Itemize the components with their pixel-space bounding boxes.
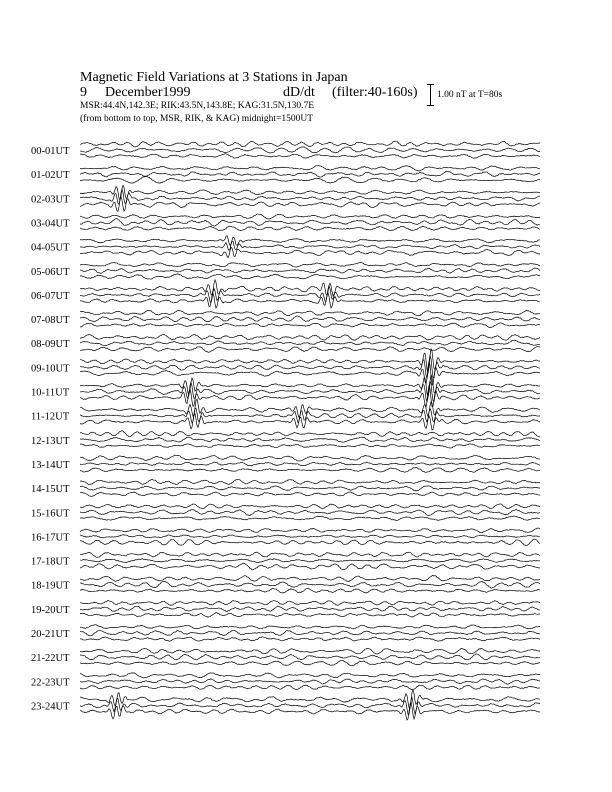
- trace-kag: [80, 444, 540, 448]
- trace-msr: [80, 165, 540, 171]
- trace-msr: [80, 625, 540, 629]
- order-note: (from bottom to top, MSR, RIK, & KAG) midnight=1500UT: [80, 114, 314, 124]
- hour-label: 20-21UT: [31, 629, 70, 640]
- hour-label: 17-18UT: [31, 556, 70, 568]
- trace-rik: [80, 437, 540, 442]
- trace-msr: [80, 479, 540, 484]
- trace-rik: [80, 340, 540, 345]
- trace-msr: [80, 648, 540, 654]
- trace-rik: [80, 581, 540, 588]
- trace-rik: [80, 679, 540, 684]
- hour-label: 02-03UT: [31, 194, 70, 206]
- trace-kag: [80, 467, 540, 472]
- trace-msr: [80, 455, 540, 461]
- hour-label: 16-17UT: [31, 532, 70, 544]
- trace-rik: [80, 486, 540, 491]
- hour-label: 08-09UT: [31, 339, 70, 351]
- trace-rik: [80, 171, 540, 177]
- trace-msr: [80, 214, 540, 219]
- trace-msr: [80, 673, 540, 678]
- trace-kag: [80, 197, 540, 212]
- trace-kag: [80, 702, 540, 720]
- hour-label: 10-11UT: [31, 387, 70, 399]
- hour-label: 22-23UT: [31, 677, 70, 689]
- trace-kag: [80, 226, 540, 230]
- trace-kag: [80, 414, 540, 430]
- trace-msr: [80, 552, 540, 557]
- trace-rik: [80, 654, 540, 660]
- trace-msr: [80, 375, 540, 398]
- hour-label: 03-04UT: [31, 218, 70, 230]
- trace-kag: [80, 176, 540, 183]
- trace-kag: [80, 660, 540, 665]
- trace-msr: [80, 600, 540, 605]
- trace-rik: [80, 355, 540, 378]
- hour-label: 06-07UT: [31, 290, 70, 302]
- trace-kag: [80, 274, 540, 279]
- date-day: 9: [80, 85, 87, 100]
- hour-label: 15-16UT: [31, 508, 70, 520]
- quantity-label: dD/dt: [283, 85, 315, 100]
- trace-kag: [80, 347, 540, 353]
- trace-msr: [80, 575, 540, 581]
- trace-msr: [80, 236, 540, 246]
- hour-label: 11-12UT: [31, 411, 70, 423]
- hour-label: 13-14UT: [31, 459, 70, 471]
- hour-label: 00-01UT: [31, 146, 70, 157]
- station-coordinates: MSR:44.4N,142.3E; RIK:43.5N,143.8E; KAG:31.5N,130.7E: [80, 101, 315, 111]
- trace-kag: [80, 293, 540, 308]
- trace-msr: [80, 263, 540, 267]
- hour-label: 12-13UT: [31, 435, 70, 447]
- trace-kag: [80, 492, 540, 496]
- trace-kag: [80, 588, 540, 593]
- date-month-year: December1999: [105, 85, 191, 100]
- trace-kag: [80, 563, 540, 570]
- trace-kag: [80, 613, 540, 618]
- trace-kag: [80, 516, 540, 520]
- trace-rik: [80, 189, 540, 204]
- trace-kag: [80, 154, 540, 159]
- hour-label: 18-19UT: [31, 580, 70, 592]
- chart-title: Magnetic Field Variations at 3 Stations in Japan: [80, 70, 348, 85]
- trace-rik: [80, 509, 540, 515]
- trace-kag: [80, 361, 540, 385]
- trace-rik: [80, 606, 540, 611]
- trace-rik: [80, 268, 540, 274]
- trace-rik: [80, 535, 540, 538]
- hour-label: 23-24UT: [31, 701, 70, 713]
- trace-msr: [80, 141, 540, 147]
- hour-label: 19-20UT: [31, 604, 70, 616]
- trace-kag: [80, 323, 540, 328]
- trace-kag: [80, 247, 540, 257]
- hour-label: 09-10UT: [31, 363, 70, 375]
- trace-rik: [80, 316, 540, 322]
- hour-label: 01-02UT: [31, 170, 70, 182]
- trace-msr: [80, 348, 540, 373]
- trace-kag: [80, 539, 540, 546]
- hour-label: 05-06UT: [31, 266, 70, 278]
- scale-label: 1.00 nT at T=80s: [437, 90, 503, 100]
- trace-rik: [80, 630, 540, 636]
- trace-rik: [80, 462, 540, 466]
- trace-kag: [80, 385, 540, 407]
- trace-msr: [80, 504, 540, 509]
- trace-msr: [80, 528, 540, 533]
- trace-kag: [80, 685, 540, 690]
- hour-label: 14-15UT: [31, 484, 70, 496]
- trace-msr: [80, 334, 540, 340]
- filter-label: (filter:40-160s): [332, 85, 418, 100]
- trace-msr: [80, 310, 540, 316]
- trace-rik: [80, 147, 540, 153]
- hour-label: 04-05UT: [31, 242, 70, 254]
- trace-rik: [80, 218, 540, 226]
- trace-rik: [80, 559, 540, 563]
- trace-kag: [80, 637, 540, 642]
- trace-msr: [80, 431, 540, 437]
- hour-label: 21-22UT: [31, 653, 70, 665]
- hour-label: 07-08UT: [31, 315, 70, 327]
